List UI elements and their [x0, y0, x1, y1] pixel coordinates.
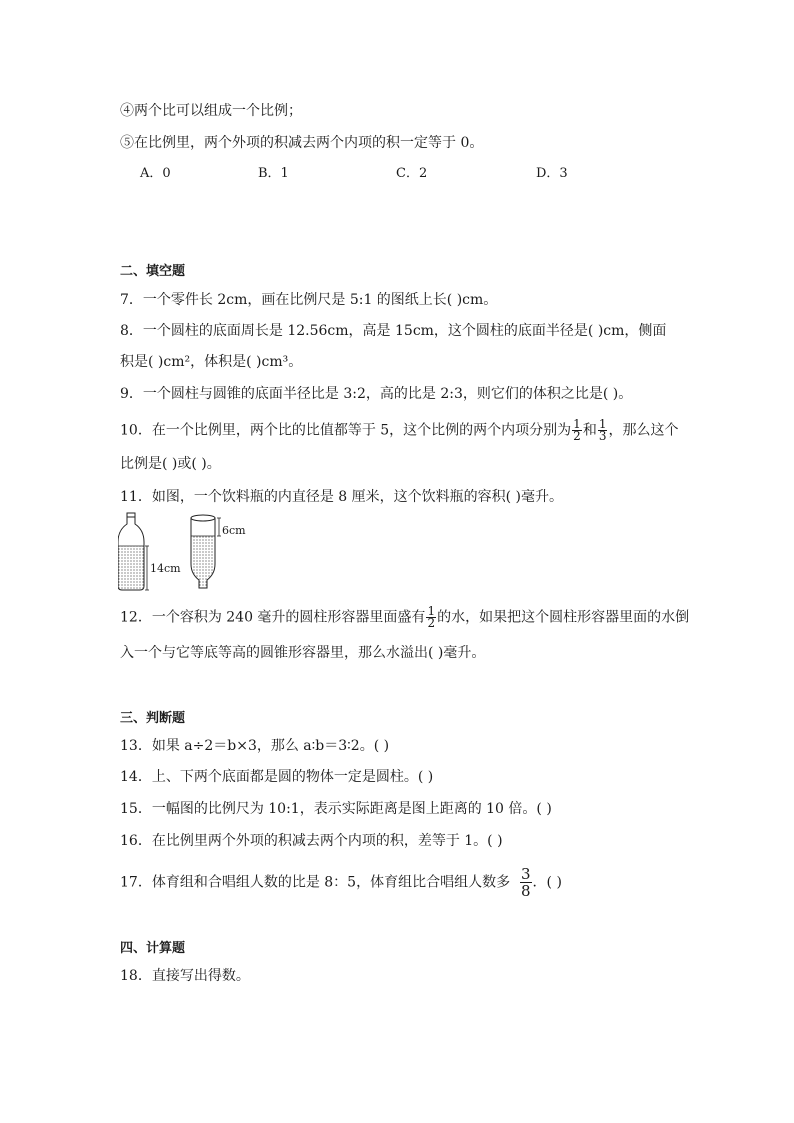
question-15: 15．一幅图的比例尺为 10:1，表示实际距离是图上距离的 10 倍。( ) — [120, 801, 552, 817]
fraction-numerator: 1 — [427, 604, 436, 618]
option-b: B．1 — [258, 166, 289, 181]
option-d: D．3 — [536, 166, 568, 181]
fraction-one-half — [572, 419, 582, 442]
question-12-text-a: 12．一个容积为 240 毫升的圆柱形容器里面盛有 — [120, 609, 426, 626]
option-a: A．0 — [140, 166, 171, 181]
question-10-and: 和 — [582, 422, 597, 439]
fraction-denominator: 8 — [520, 882, 531, 900]
fraction-three-eighths — [520, 866, 532, 899]
fraction-one-half — [426, 606, 436, 629]
question-17-text-a: 17．体育组和合唱组人数的比是 8：5，体育组比合唱组人数多 — [120, 874, 511, 891]
question-17-text-b: ．( ) — [532, 874, 562, 891]
fraction-numerator: 3 — [520, 865, 531, 883]
question-18: 18．直接写出得数。 — [120, 968, 250, 984]
question-16: 16．在比例里两个外项的积减去两个内项的积，差等于 1。( ) — [120, 833, 503, 849]
question-13: 13．如果 a÷2＝b×3，那么 a∶b＝3∶2。( ) — [120, 738, 390, 754]
question-10-line-2: 比例是( )或( )。 — [120, 456, 221, 472]
fraction-denominator: 2 — [427, 616, 436, 630]
question-10-text-a: 10．在一个比例里，两个比的比值都等于 5，这个比例的两个内项分别为 — [120, 422, 572, 439]
question-17 — [120, 866, 562, 899]
figure-label-14cm: 14cm — [150, 562, 181, 575]
question-8-line-2: 积是( )cm²，体积是( )cm³。 — [120, 354, 303, 370]
question-9: 9．一个圆柱与圆锥的底面半径比是 3:2，高的比是 2:3，则它们的体积之比是( )。 — [120, 386, 633, 402]
section-title-true-false: 三、判断题 — [120, 711, 186, 726]
question-10-text-b: ，那么这个 — [608, 422, 679, 439]
section-title-calculation: 四、计算题 — [120, 941, 186, 956]
fraction-denominator: 2 — [573, 429, 581, 443]
question-14: 14．上、下两个底面都是圆的物体一定是圆柱。( ) — [120, 769, 434, 785]
question-10-line-1 — [120, 419, 678, 442]
question-12-text-b: 的水，如果把这个圆柱形容器里面的水倒 — [437, 609, 690, 626]
question-11: 11．如图，一个饮料瓶的内直径是 8 厘米，这个饮料瓶的容积( )毫升。 — [120, 489, 563, 505]
section-title-fill-in: 二、填空题 — [120, 264, 186, 279]
question-7: 7．一个零件长 2cm，画在比例尺是 5:1 的图纸上长( )cm。 — [120, 292, 498, 308]
question-8-line-1: 8．一个圆柱的底面周长是 12.56cm，高是 15cm，这个圆柱的底面半径是( )cm，侧面 — [120, 323, 667, 339]
figure-label-6cm: 6cm — [222, 524, 246, 537]
fraction-denominator: 3 — [598, 429, 607, 443]
statement-4: ④两个比可以组成一个比例； — [120, 103, 302, 119]
fraction-numerator: 1 — [573, 417, 581, 431]
question-12-line-1 — [120, 606, 689, 629]
upright-bottle-icon — [118, 513, 149, 590]
inverted-bottle-icon — [191, 515, 221, 588]
fraction-one-third — [598, 419, 608, 442]
option-c: C．2 — [396, 166, 428, 181]
question-12-line-2: 入一个与它等底等高的圆锥形容器里，那么水溢出( )毫升。 — [120, 645, 486, 661]
statement-5: ⑤在比例里，两个外项的积减去两个内项的积一定等于 0。 — [120, 135, 484, 151]
fraction-numerator: 1 — [598, 417, 607, 431]
